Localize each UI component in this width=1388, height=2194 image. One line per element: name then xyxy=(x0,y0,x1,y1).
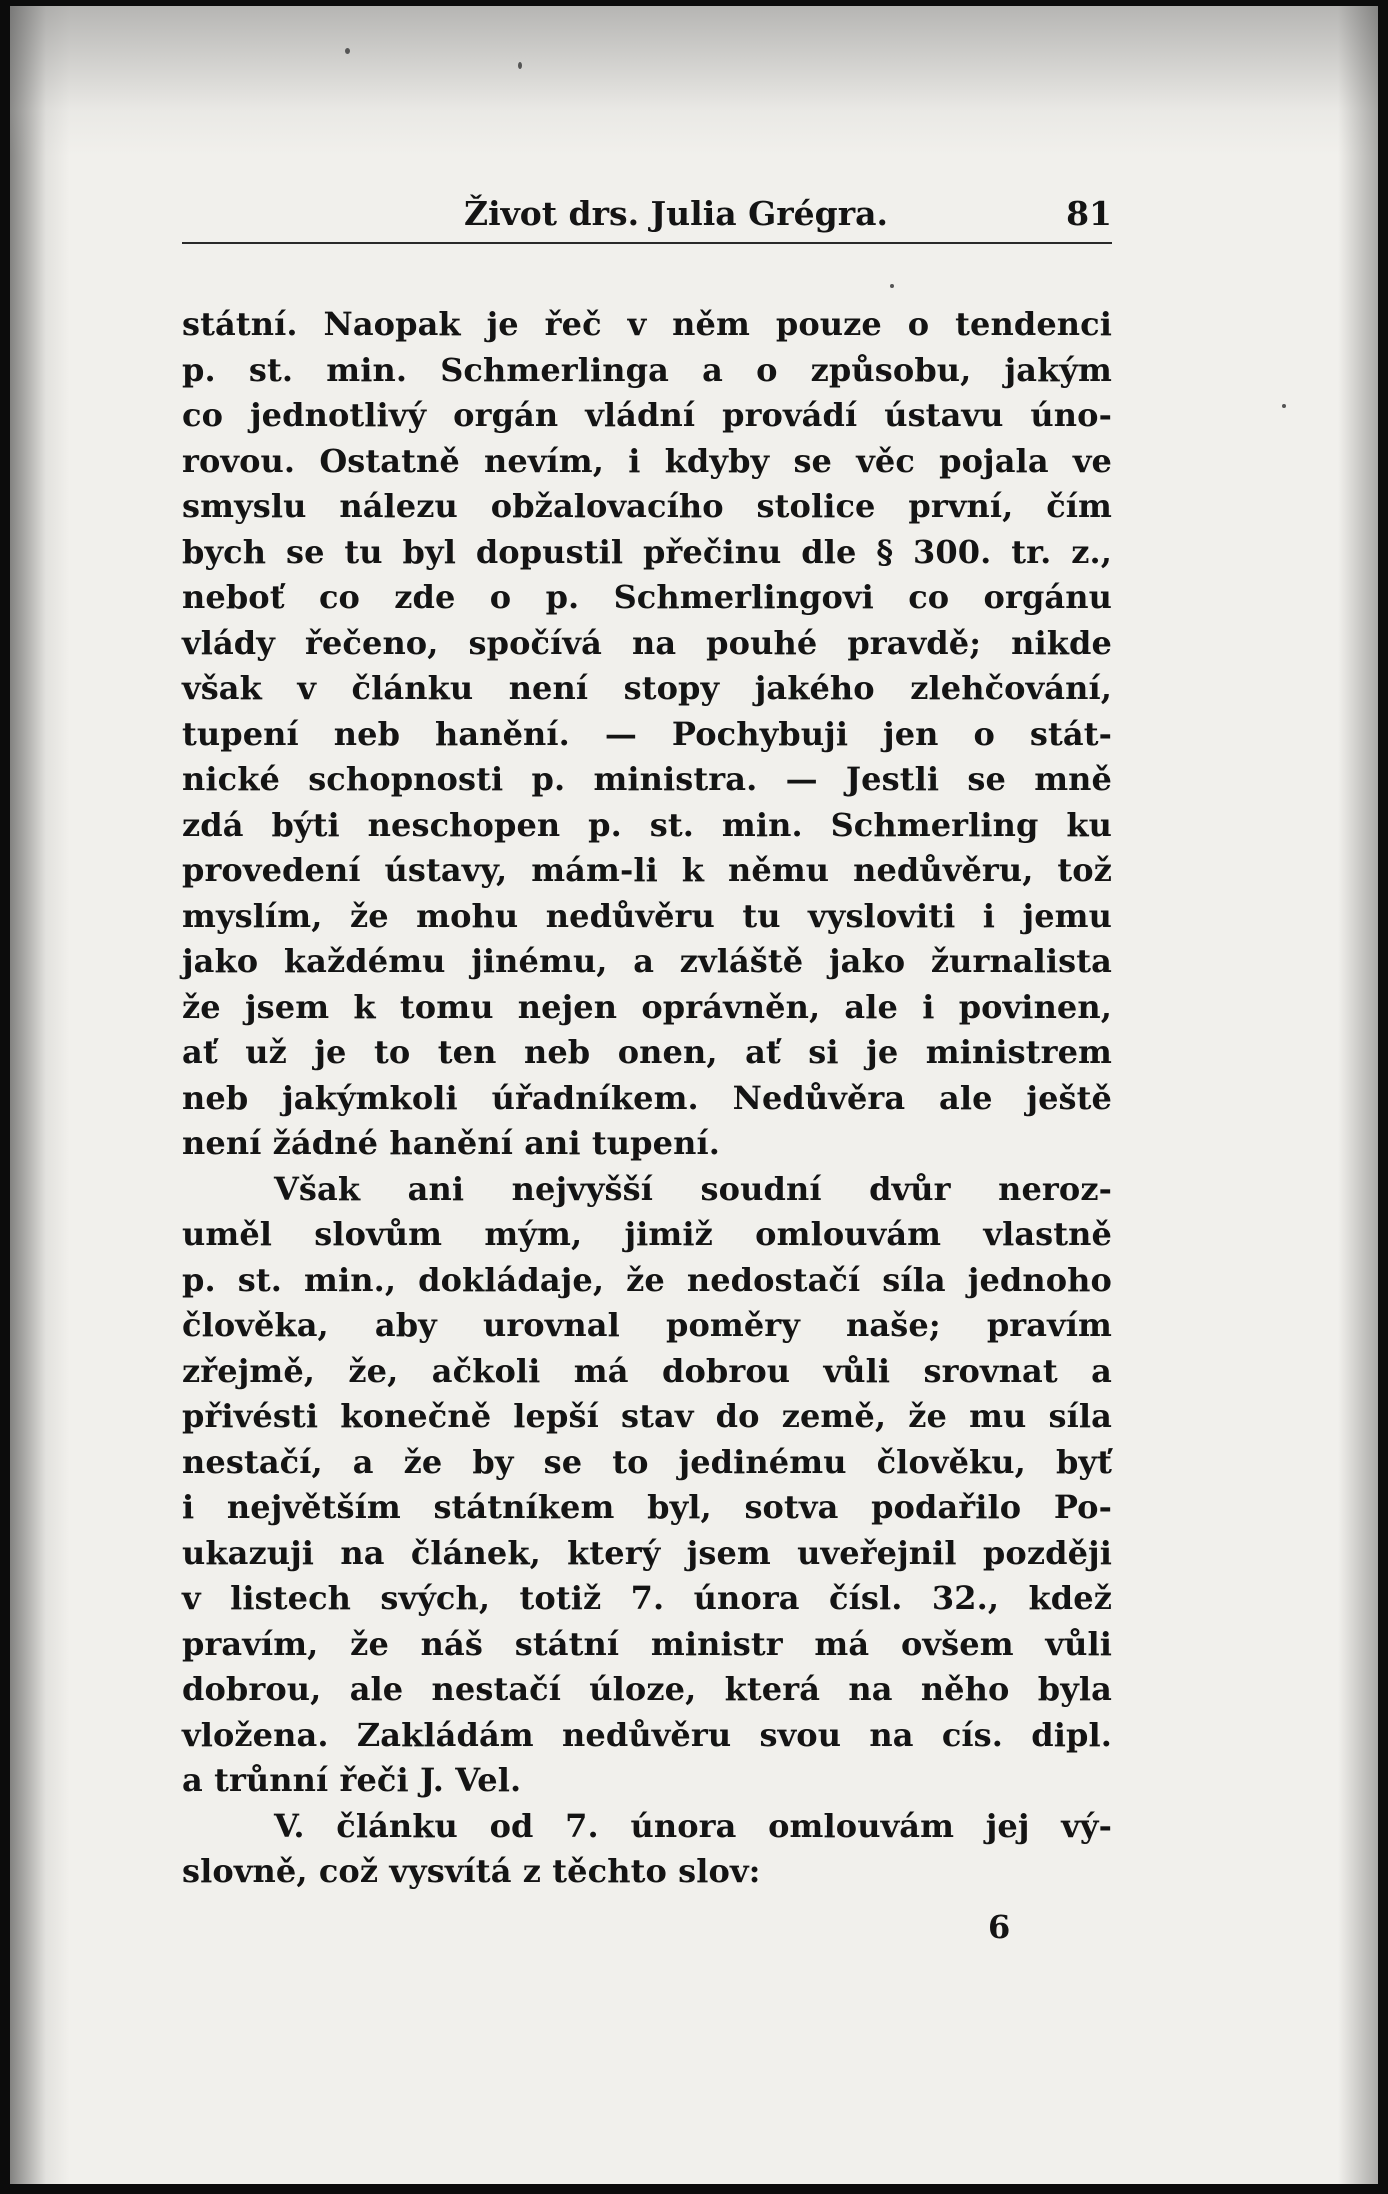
text-line: ať už je to ten neb onen, ať si je ministrem xyxy=(182,1033,1112,1071)
header-rule xyxy=(182,242,1112,244)
text-line: člověka, aby urovnal poměry naše; pravím xyxy=(182,1306,1112,1344)
print-speck xyxy=(890,284,894,288)
text-line: dobrou, ale nestačí úloze, která na něho byla xyxy=(182,1670,1112,1708)
running-head xyxy=(182,194,1112,238)
paragraph-first-line: Však ani nejvyšší soudní dvůr neroz- xyxy=(274,1169,1112,1208)
print-speck xyxy=(1282,404,1286,408)
text-line: zdá býti neschopen p. st. min. Schmerling ku xyxy=(182,805,1112,844)
text-line: bych se tu byl dopustil přečinu dle § 300. tr. z., xyxy=(182,532,1112,571)
body-text xyxy=(182,302,1112,1895)
text-line: nestačí, a že by se to jedinému člověku, byť xyxy=(182,1442,1112,1481)
text-line: však v článku není stopy jakého zlehčování, xyxy=(182,669,1112,707)
text-line: neboť co zde o p. Schmerlingovi co orgánu xyxy=(182,578,1112,616)
signature-mark: 6 xyxy=(988,1908,1011,1946)
paragraph-last-line: a trůnní řeči J. Vel. xyxy=(182,1761,522,1799)
text-line: p. st. min., dokládaje, že nedostačí síla jednoho xyxy=(182,1260,1112,1299)
text-line: i největším státníkem byl, sotva podařilo Po- xyxy=(182,1488,1112,1526)
text-line: provedení ústavy, mám-li k němu nedůvěru, tož xyxy=(182,851,1112,889)
page-number: 81 xyxy=(1066,194,1112,233)
text-line: přivésti konečně lepší stav do země, že mu síla xyxy=(182,1397,1112,1435)
text-line: myslím, že mohu nedůvěru tu vysloviti i jemu xyxy=(182,896,1112,935)
text-line: uměl slovům mým, jimiž omlouvám vlastně xyxy=(182,1215,1112,1253)
text-line: co jednotlivý orgán vládní provádí ústavu úno- xyxy=(182,396,1112,434)
text-line: vložena. Zakládám nedůvěru svou na cís. dipl. xyxy=(182,1715,1112,1754)
text-line: nické schopnosti p. ministra. — Jestli se mně xyxy=(182,760,1112,798)
book-page xyxy=(10,6,1378,2184)
paragraph-last-line: slovně, což vysvítá z těchto slov: xyxy=(182,1852,761,1890)
text-line: jako každému jinému, a zvláště jako žurnalista xyxy=(182,942,1112,980)
running-title: Život drs. Julia Grégra. xyxy=(464,194,889,233)
text-line: že jsem k tomu nejen oprávněn, ale i povinen, xyxy=(182,987,1112,1026)
text-line: rovou. Ostatně nevím, i kdyby se věc pojala ve xyxy=(182,441,1112,480)
text-line: neb jakýmkoli úřadníkem. Nedůvěra ale ještě xyxy=(182,1078,1112,1117)
print-speck xyxy=(345,48,350,54)
text-line: ukazuji na článek, který jsem uveřejnil později xyxy=(182,1533,1112,1572)
print-speck xyxy=(518,62,522,69)
page-gutter-shadow xyxy=(10,6,70,2184)
text-line: státní. Naopak je řeč v něm pouze o tendenci xyxy=(182,305,1112,343)
paragraph-last-line: není žádné hanění ani tupení. xyxy=(182,1124,720,1162)
text-line: p. st. min. Schmerlinga a o způsobu, jakým xyxy=(182,350,1112,389)
text-line: vlády řečeno, spočívá na pouhé pravdě; nikde xyxy=(182,623,1112,662)
text-line: v listech svých, totiž 7. února čísl. 32., kdež xyxy=(182,1579,1112,1617)
paragraph-first-line: V. článku od 7. února omlouvám jej vý- xyxy=(274,1806,1112,1845)
page-edge-shadow xyxy=(1338,6,1378,2184)
text-line: pravím, že náš státní ministr má ovšem vůli xyxy=(182,1624,1112,1663)
text-line: smyslu nálezu obžalovacího stolice první, čím xyxy=(182,487,1112,525)
text-line: tupení neb hanění. — Pochybuji jen o stát- xyxy=(182,714,1112,753)
text-line: zřejmě, že, ačkoli má dobrou vůli srovnat a xyxy=(182,1351,1112,1390)
page-top-shadow xyxy=(10,6,1378,156)
